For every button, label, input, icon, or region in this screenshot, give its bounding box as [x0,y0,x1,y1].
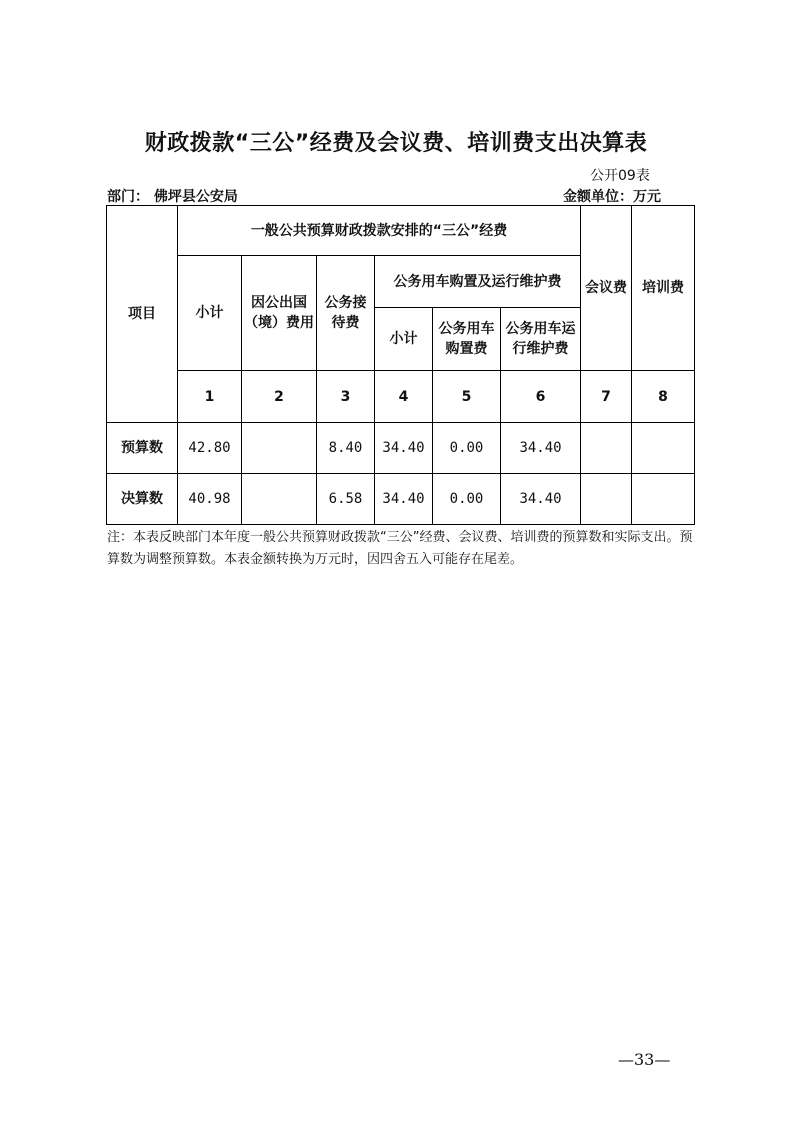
table-cell: 34.40 [501,423,581,474]
col-number: 2 [242,371,317,423]
table-cell: 6.58 [317,474,375,525]
col-number: 3 [317,371,375,423]
form-number: 公开09表 [590,168,650,184]
reception-fee-header: 公务接待费 [317,256,375,371]
department-label: 部门： 佛坪县公安局 [107,189,238,205]
row-label-actual: 决算数 [107,474,178,525]
col-number: 8 [632,371,695,423]
table-cell [581,474,632,525]
vehicle-group-header: 公务用车购置及运行维护费 [375,256,581,308]
page-number: —33— [618,1050,671,1069]
page-title: 财政拨款“三公”经费及会议费、培训费支出决算表 [144,131,648,156]
three-public-group-header: 一般公共预算财政拨款安排的“三公”经费 [178,206,581,256]
item-header: 项目 [107,206,178,423]
training-fee-header: 培训费 [632,206,695,371]
table-cell [242,474,317,525]
table-cell [632,423,695,474]
table-note: 注：本表反映部门本年度一般公共预算财政拨款“三公”经费、会议费、培训费的预算数和实际支出。预算数为调整预算数。本表金额转换为万元时，因四舍五入可能存在尾差。 [107,530,693,567]
table-cell [632,474,695,525]
meeting-fee-header: 会议费 [581,206,632,371]
row-label-budget: 预算数 [107,423,178,474]
vehicle-purchase-header: 公务用车购置费 [433,308,501,371]
col-number: 4 [375,371,433,423]
amount-unit-label: 金额单位：万元 [563,189,661,205]
col-number: 7 [581,371,632,423]
table-cell: 42.80 [178,423,242,474]
table-cell: 0.00 [433,423,501,474]
table-cell [242,423,317,474]
expenditure-table [106,205,695,525]
table-cell: 34.40 [375,474,433,525]
col-number: 5 [433,371,501,423]
subtotal-header: 小计 [178,256,242,371]
table-row [107,474,695,525]
col-number: 6 [501,371,581,423]
table-cell: 0.00 [433,474,501,525]
table-row [107,423,695,474]
vehicle-maintenance-header: 公务用车运行维护费 [501,308,581,371]
vehicle-subtotal-header: 小计 [375,308,433,371]
col-number: 1 [178,371,242,423]
table-cell: 8.40 [317,423,375,474]
table-cell: 34.40 [501,474,581,525]
table-cell: 40.98 [178,474,242,525]
abroad-fee-header: 因公出国（境）费用 [242,256,317,371]
table-cell: 34.40 [375,423,433,474]
table-cell [581,423,632,474]
